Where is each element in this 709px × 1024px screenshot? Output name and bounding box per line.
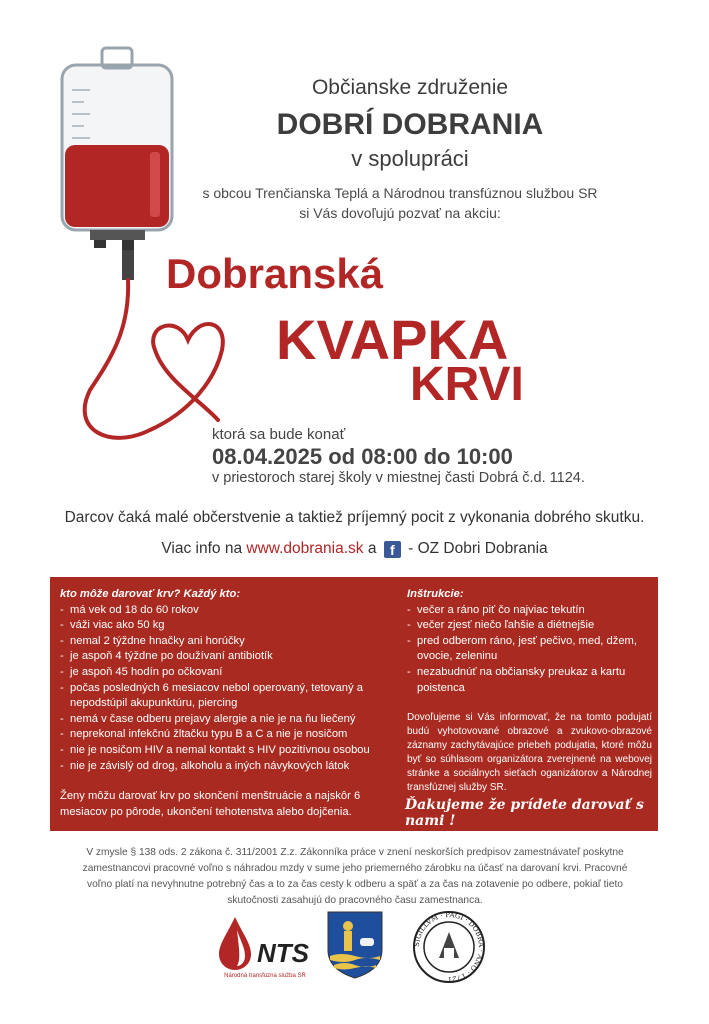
list-item: - váži viac ako 50 kg xyxy=(60,618,390,634)
invite-line-2: si Vás dovoľujú pozvať na akciu: xyxy=(299,205,501,221)
event-title-word-2: KVAPKA xyxy=(276,308,509,371)
list-item: - večer a ráno piť čo najviac tekutín xyxy=(407,603,652,619)
list-item: - má vek od 18 do 60 rokov xyxy=(60,603,390,619)
eligibility-column xyxy=(60,587,390,820)
list-item: - večer zjesť niečo ľahšie a diétnejšie xyxy=(407,618,652,634)
org-intro: Občianske združenie xyxy=(311,76,509,99)
more-info-prefix: Viac info na xyxy=(161,540,243,557)
thanks-text: Ďakujeme že prídete darovať s nami ! xyxy=(405,797,644,829)
nts-logo-text: NTS xyxy=(257,938,309,968)
list-item: - pred odberom ráno, jesť pečivo, med, džem, ovocie, zeleninu xyxy=(407,634,652,665)
list-item: - nemá v čase odberu prejavy alergie a nie je na ňu liečený xyxy=(60,712,390,728)
invite-text xyxy=(180,183,620,223)
list-item: - je aspoň 45 hodín po očkovaní xyxy=(60,665,390,681)
coat-of-arms-icon xyxy=(326,910,384,980)
instructions-column xyxy=(407,587,652,795)
list-item: - neprekonal infekčnú žltačku typu B a C a nie je nosičom xyxy=(60,727,390,743)
list-item: - počas posledných 6 mesiacov nebol operovaný, tetovaný a nepodstúpil akupunktúru, piercing xyxy=(60,681,390,712)
instructions-heading: Inštrukcie: xyxy=(407,588,464,600)
list-item: - je aspoň 4 týždne po doužívaní antibiotík xyxy=(60,649,390,665)
eligibility-heading: kto môže darovať krv? Každý kto: xyxy=(60,588,241,600)
event-title-word-1: Dobranská xyxy=(166,250,384,297)
nts-caption: Národná transfúzna služba SR xyxy=(224,973,306,979)
event-title-word-3: KRVI xyxy=(410,358,524,411)
women-note: Ženy môžu darovať krv po skončení menštruácie a najskôr 6 mesiacov po pôrode, ukončení tehotenstva alebo dojčenia. xyxy=(60,790,361,818)
list-item: - nezabudnúť na občiansky preukaz a kartu poistenca xyxy=(407,665,652,696)
more-info-line xyxy=(0,540,709,558)
more-info-conj: a xyxy=(367,540,377,557)
reward-text: Darcov čaká malé občerstvenie a taktiež príjemný pocit z vykonania dobrého skutku. xyxy=(64,509,645,526)
invite-line-1: s obcou Trenčianska Teplá a Národnou transfúznou službou SR xyxy=(202,185,598,201)
website-link[interactable]: www.dobrania.sk xyxy=(246,540,364,557)
list-item: - nie je nosičom HIV a nemal kontakt s HIV pozitívnou osobou xyxy=(60,743,390,759)
event-place: v priestoroch starej školy v miestnej časti Dobrá č.d. 1124. xyxy=(212,470,585,486)
seal-text: SIGILLVM · PAGI · DOBRA · ANO · 1721 xyxy=(412,910,486,984)
seal-icon xyxy=(412,910,486,984)
facebook-page-name: - OZ Dobri Dobrania xyxy=(408,540,548,557)
event-datetime: 08.04.2025 od 08:00 do 10:00 xyxy=(212,444,513,469)
event-pre-text: ktorá sa bude konať xyxy=(212,426,346,443)
nts-logo xyxy=(215,912,315,972)
org-name: DOBRÍ DOBRANIA xyxy=(276,108,544,141)
list-item: - nie je závislý od drog, alkoholu a iných návykových látok xyxy=(60,759,390,775)
instructions-list xyxy=(407,603,652,697)
eligibility-list xyxy=(60,603,390,775)
media-note: Dovoľujeme si Vás informovať, že na tomto podujatí budú vyhotovované obrazové a zvukovo-obrazové záznamy zachytávajúce priebeh podujatia, ktoré môžu byť so súhlasom organizátora zverejnené na webovej stránke a sociálnych sieťach oganizátorov a Národnej transfúznej služby SR. xyxy=(407,712,652,794)
facebook-icon[interactable]: f xyxy=(384,541,401,558)
info-panel xyxy=(50,577,658,831)
list-item: - nemal 2 týždne hnačky ani horúčky xyxy=(60,634,390,650)
legal-notice: V zmysle § 138 ods. 2 zákona č. 311/2001 Z.z. Zákonníka práce v znení neskorších predpisov zamestnávateľ poskytne zamestnancovi pracovné voľno s náhradou mzdy v sume jeho priemerného zárobku na účasť na darovaní krvi. Pracovné voľno platí na nevyhnutne potrebný čas a to za čas cesty k odberu a späť a za čas na zotavenie po odbere, pokiaľ tieto skutočnosti zasahujú do pracovného času zamestnanca. xyxy=(82,847,628,906)
org-cooperation: v spolupráci xyxy=(351,146,469,171)
